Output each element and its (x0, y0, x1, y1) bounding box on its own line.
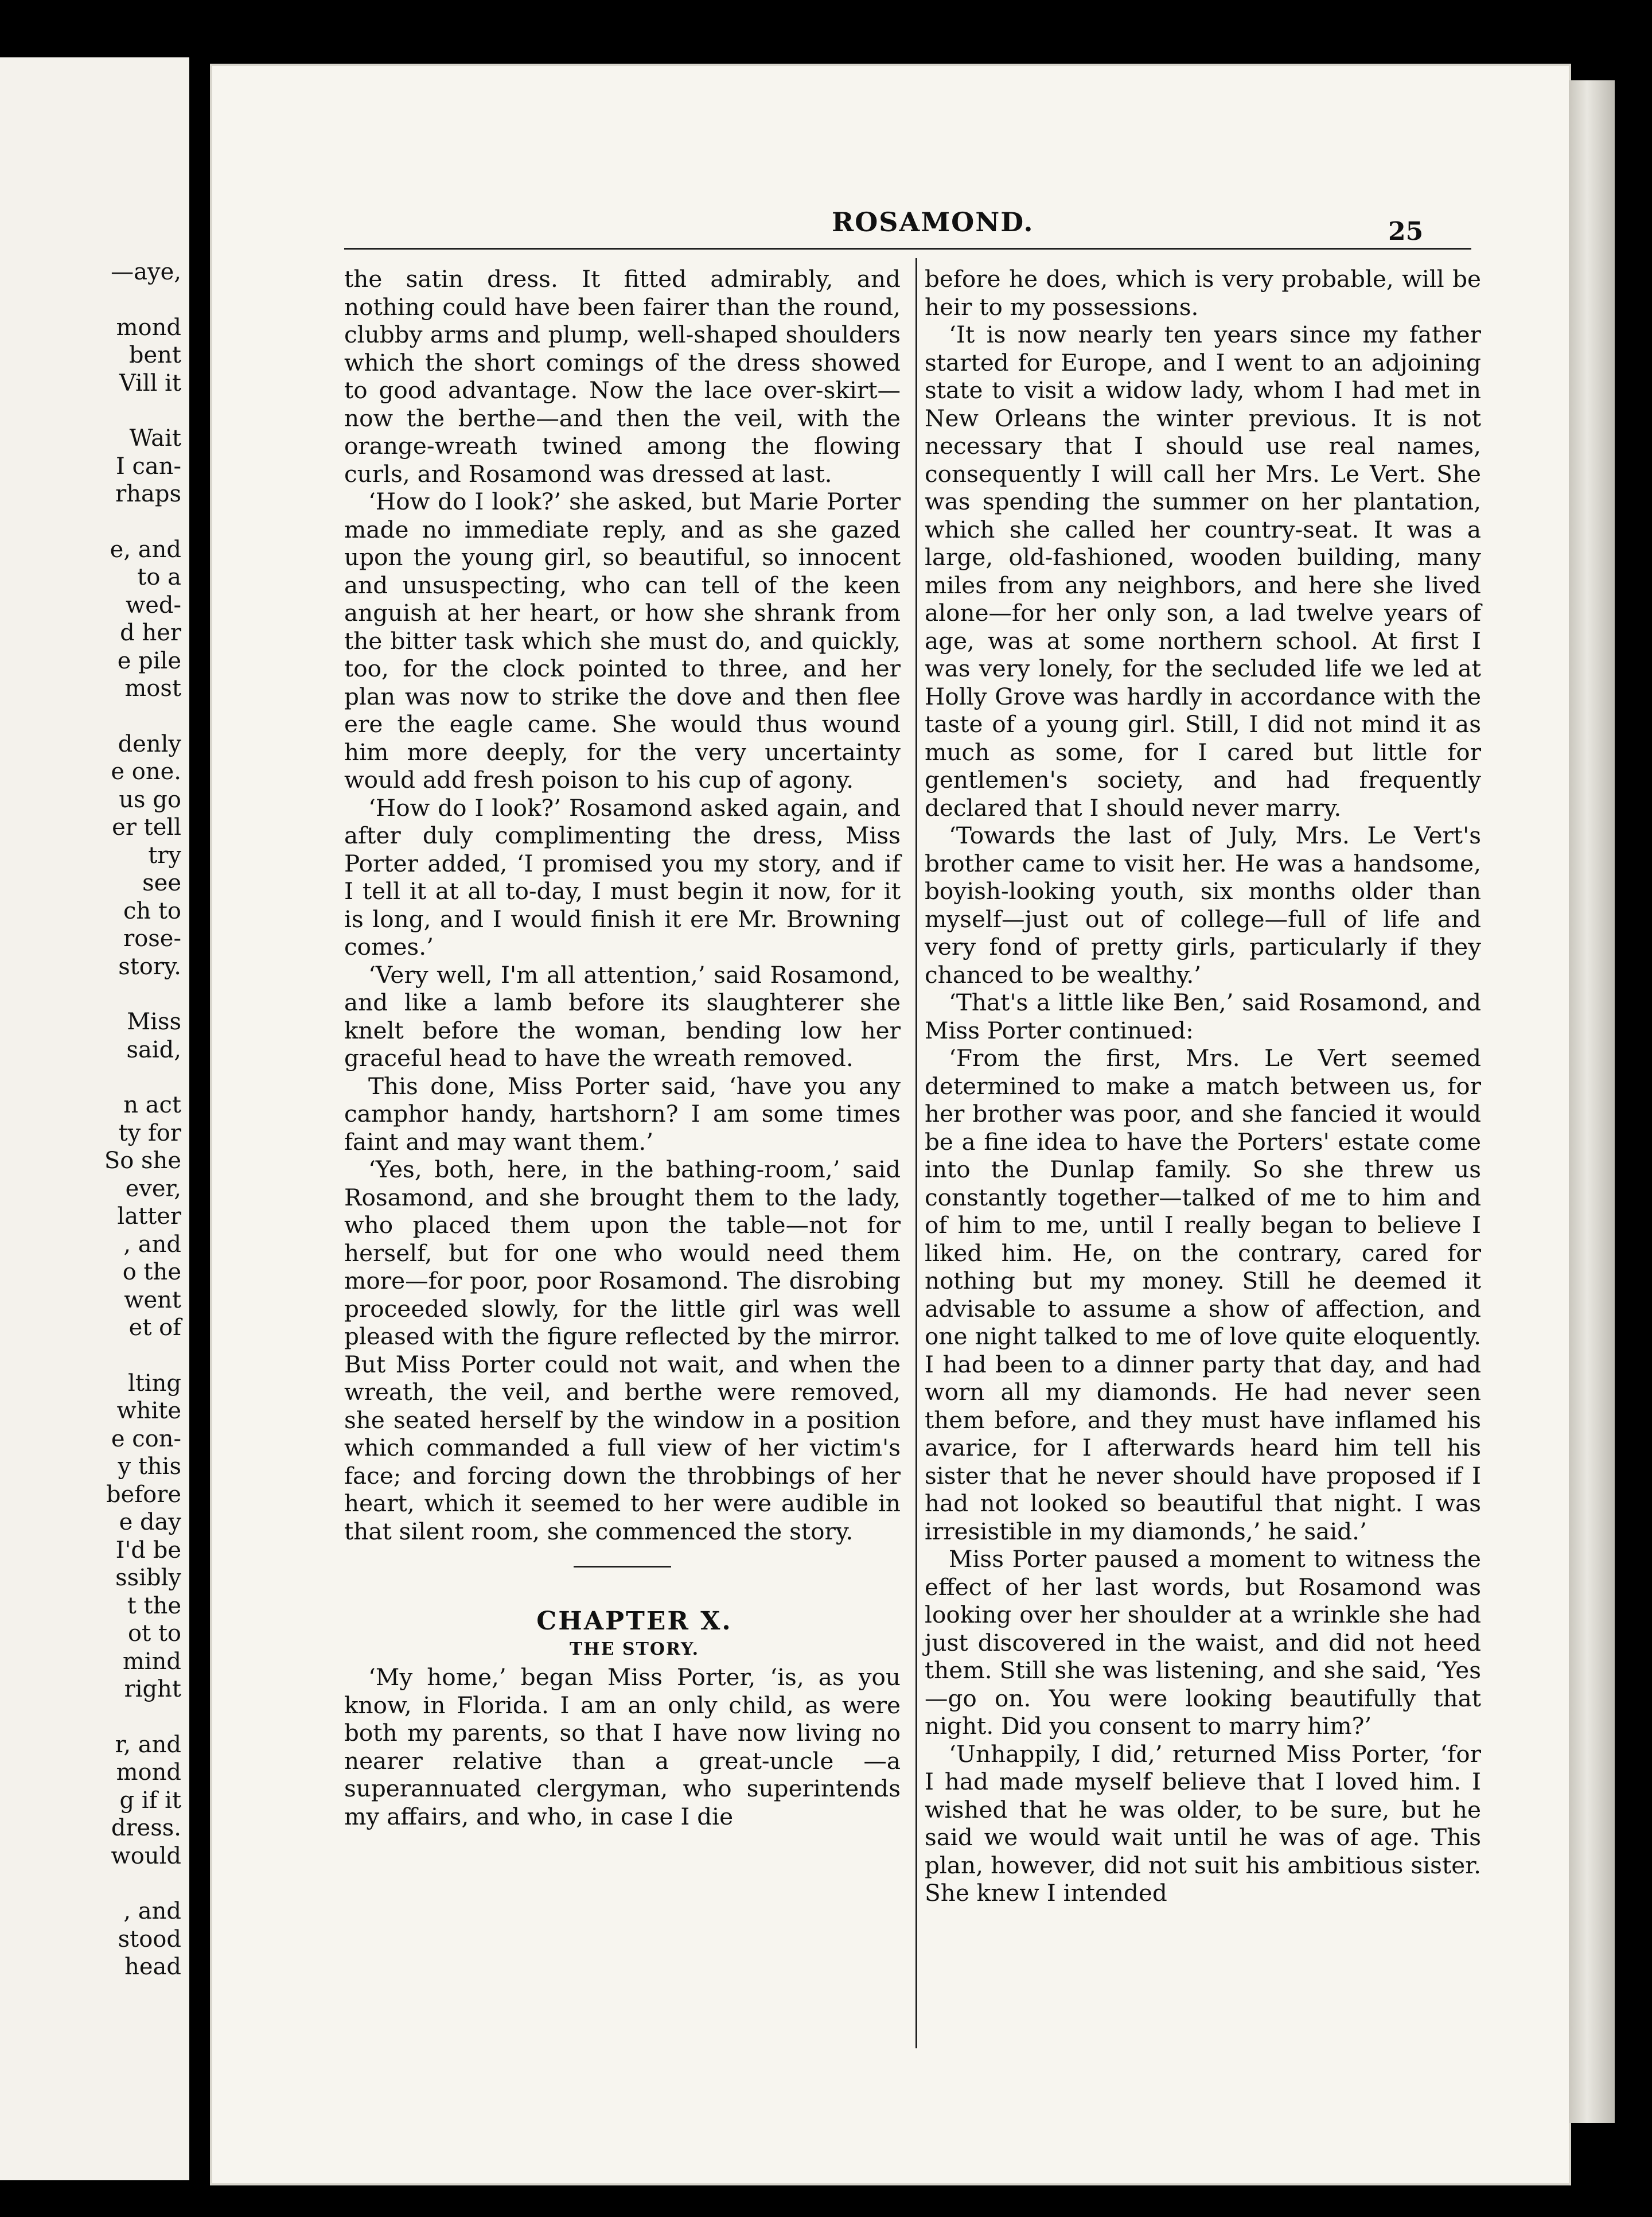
page-number: 25 (1388, 217, 1424, 246)
facing-page-line: see (142, 870, 181, 896)
chapter-title: CHAPTER X. (536, 1607, 733, 1636)
facing-page-line: head (124, 1954, 181, 1980)
facing-page-fragment (0, 57, 189, 2180)
facing-page-line: n act (123, 1092, 181, 1118)
paragraph: ‘How do I look?’ she asked, but Marie Porter made no immediate reply, and as she gazed upon the young girl, so beautiful, so innocent and unsuspecting, who can tell of the keen anguish at her heart, or how she shrank from the bitter task which she must do, and quickly, too, for the clock pointed to three, and her plan was now to strike the dove and then flee ere the eagle came. She would thus wound him more deeply, for the very uncertainty would add fresh poison to his cup of agony. (344, 488, 901, 794)
paragraph: ‘Towards the last of July, Mrs. Le Vert's brother came to visit her. He was a handsome, boyish-looking youth, six months older than myself—just out of college—full of life and very fond of pretty girls, particularly if they chanced to be wealthy.’ (925, 822, 1481, 989)
facing-page-line: d her (120, 620, 181, 646)
paragraph: ‘It is now nearly ten years since my father started for Europe, and I went to an adjoining state to visit a widow lady, whom I had met in New Orleans the winter previous. It is not necessary that I should use real names, consequently I will call her Mrs. Le Vert. She was spending the summer on her plantation, which she called her country-seat. It was a large, old-fashioned, wooden building, many miles from any neighbors, and here she lived alone—for her only son, a lad twelve years of age, was at some northern school. At first I was very lonely, for the secluded life we led at Holly Grove was hardly in accordance with the taste of a young girl. Still, I did not mind it as much as some, for I cared but little for gentlemen's society, and had frequently declared that I should never marry. (925, 321, 1481, 822)
text-column-right (925, 265, 1481, 1907)
facing-page-line: o the (122, 1259, 181, 1285)
paragraph: This done, Miss Porter said, ‘have you any camphor handy, hartshorn? I am some times faint and may want them.’ (344, 1072, 901, 1156)
facing-page-line: stood (118, 1926, 181, 1952)
facing-page-line: ty for (118, 1119, 181, 1146)
facing-page-line: right (124, 1676, 181, 1702)
facing-page-line: et of (128, 1314, 181, 1341)
paragraph: ‘That's a little like Ben,’ said Rosamond, and Miss Porter continued: (925, 989, 1481, 1044)
facing-page-line: bent (128, 342, 181, 368)
paragraph: ‘How do I look?’ Rosamond asked again, and after duly complimenting the dress, Miss Porter added, ‘I promised you my story, and if I tell it at all to-day, I must begin it now, for it is long, and I would finish it ere Mr. Browning comes.’ (344, 794, 901, 960)
facing-page-line: rhaps (115, 481, 181, 507)
facing-page-line: I'd be (115, 1537, 181, 1563)
facing-page-line: ot to (127, 1620, 181, 1647)
facing-page-line: to a (137, 564, 181, 590)
page-edge (1569, 80, 1615, 2123)
facing-page-line: Vill it (119, 370, 181, 396)
facing-page-line: latter (117, 1203, 181, 1230)
facing-page-line: ever, (125, 1175, 181, 1202)
facing-page-line: story. (118, 953, 181, 980)
paragraph: ‘From the first, Mrs. Le Vert seemed determined to make a match between us, for her brother was poor, and she fancied it would be a fine idea to have the Porters' estate come into the Dunlap family. So she threw us constantly together—talked of me to him and of him to me, until I really began to believe I liked him. He, on the contrary, cared for nothing but my money. Still he deemed it advisable to assume a show of affection, and one night talked to me of love quite eloquently. I had been to a dinner party that day, and had worn all my diamonds. He had never seen them before, and they must have inflamed his avarice, for I afterwards heard him tell his sister that he never should have proposed if I had not looked so beautiful that night. I was irresistible in my diamonds,’ he said.’ (925, 1044, 1481, 1545)
facing-page-line: Wait (129, 425, 181, 452)
facing-page-line: g if it (119, 1787, 181, 1814)
column-divider (915, 258, 917, 2048)
facing-page-line: went (124, 1286, 181, 1313)
facing-page-line: would (111, 1842, 181, 1869)
chapter-rule (574, 1566, 671, 1568)
facing-page-line: e day (119, 1509, 181, 1535)
facing-page-line: mond (116, 314, 181, 341)
facing-page-line: ch to (123, 897, 181, 924)
facing-page-line: , and (123, 1231, 181, 1258)
paragraph: Miss Porter paused a moment to witness the effect of her last words, but Rosamond was looking over her shoulder at a wrinkle she had just discovered in the waist, and did not heed them. Still she was listening, and she said, ‘Yes—go on. You were looking beautifully that night. Did you consent to marry him?’ (925, 1545, 1481, 1740)
facing-page-line: lting (127, 1370, 181, 1397)
facing-page-line: e, and (110, 536, 181, 563)
facing-page-line: I can- (115, 453, 181, 480)
facing-page-line: e con- (111, 1425, 181, 1452)
facing-page-line: So she (104, 1148, 181, 1174)
paragraph: ‘Unhappily, I did,’ returned Miss Porter, ‘for I had made myself believe that I loved him. I wished that he was older, to be sure, but he said we would wait until he was of age. This plan, however, did not suit his ambitious sister. She knew I intended (925, 1740, 1481, 1907)
paragraph: ‘My home,’ began Miss Porter, ‘is, as you know, in Florida. I am an only child, as were both my parents, so that I have now living no nearer relative than a great-uncle —a superannuated clergyman, who superintends my affairs, and who, in case I die (344, 1663, 901, 1830)
facing-page-line: e one. (111, 759, 181, 785)
paragraph: before he does, which is very probable, will be heir to my possessions. (925, 265, 1481, 321)
running-head-title: ROSAMOND. (832, 207, 1034, 238)
facing-page-line: mond (116, 1759, 181, 1786)
facing-page-line: ssibly (115, 1565, 181, 1591)
facing-page-line: rose- (123, 925, 181, 952)
facing-page-line: —aye, (111, 259, 181, 285)
facing-page-line: wed- (125, 592, 181, 619)
facing-page-line: r, and (115, 1731, 181, 1758)
facing-page-line: t the (127, 1592, 181, 1619)
text-column-left (344, 265, 901, 1830)
facing-page-line: try (148, 842, 181, 869)
facing-page-line: e pile (117, 647, 181, 674)
facing-page-line: y this (118, 1453, 181, 1480)
facing-page-line: before (106, 1481, 181, 1508)
paragraph: ‘Yes, both, here, in the bathing-room,’ said Rosamond, and she brought them to the lady, who placed them upon the table—not for herself, but for one who would need them more—for poor, poor Rosamond. The disrobing proceeded slowly, for the little girl was well pleased with the figure reflected by the mirror. But Miss Porter could not wait, and when the wreath, the veil, and berthe were removed, she seated herself by the window in a position which commanded a full view of her victim's face; and forcing down the throbbings of her heart, which it seemed to her were audible in that silent room, she commenced the story. (344, 1156, 901, 1545)
facing-page-line: er tell (112, 814, 181, 841)
facing-page-line: denly (118, 730, 181, 757)
header-rule (344, 248, 1471, 250)
facing-page-line: us go (119, 786, 181, 813)
facing-page-line: said, (126, 1036, 181, 1063)
facing-page-line: Miss (127, 1009, 181, 1035)
facing-page-line: mind (122, 1648, 181, 1675)
chapter-subtitle: THE STORY. (569, 1639, 700, 1659)
facing-page-line: dress. (111, 1815, 181, 1841)
facing-page-line: , and (123, 1898, 181, 1924)
paragraph: ‘Very well, I'm all attention,’ said Rosamond, and like a lamb before its slaughterer she knelt before the woman, bending low her graceful head to have the wreath removed. (344, 960, 901, 1072)
paragraph: the satin dress. It fitted admirably, and nothing could have been fairer than the round, clubby arms and plump, well-shaped shoulders which the short comings of the dress showed to good advantage. Now the lace over-skirt—now the berthe—and then the veil, with the orange-wreath twined among the flowing curls, and Rosamond was dressed at last. (344, 265, 901, 488)
facing-page-line: most (124, 675, 181, 702)
facing-page-line: white (116, 1398, 181, 1424)
